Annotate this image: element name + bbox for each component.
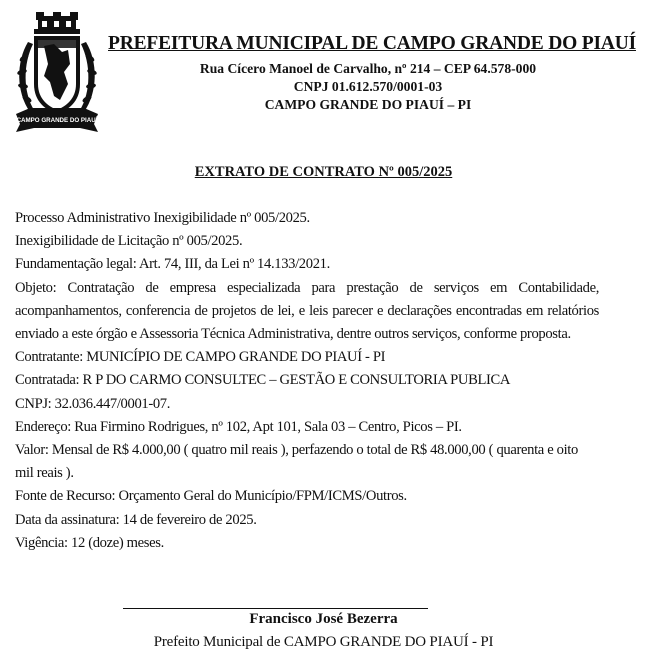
crest-ribbon-text: CAMPO GRANDE DO PIAUÍ (16, 117, 98, 124)
inexigibilidade-line: Inexigibilidade de Licitação nº 005/2025. (15, 233, 243, 250)
valor-line-1: Valor: Mensal de R$ 4.000,00 ( quatro mil reais ), perfazendo o total de R$ 48.000,00 ( quarenta e oito (15, 442, 578, 459)
document-title: EXTRATO DE CONTRATO Nº 005/2025 (194, 164, 453, 180)
fundamentacao-line: Fundamentação legal: Art. 74, III, da Lei nº 14.133/2021. (15, 256, 330, 273)
signatory-name: Francisco José Bezerra (249, 611, 398, 627)
municipal-crest-icon (14, 12, 100, 136)
org-city: CAMPO GRANDE DO PIAUÍ – PI (264, 97, 472, 112)
signature-line (123, 608, 428, 609)
document-body (15, 207, 599, 555)
signatory-role: Prefeito Municipal de CAMPO GRANDE DO PIAUÍ - PI (153, 634, 494, 650)
org-name: PREFEITURA MUNICIPAL DE CAMPO GRANDE DO PIAUÍ (108, 33, 636, 54)
valor-line-2: mil reais ). (15, 465, 74, 482)
objeto-line-2: acompanhamentos, conferencia de projetos de lei, e leis parecer e declarações encontradas em relatórios (15, 302, 599, 319)
objeto-line-1: Objeto: Contratação de empresa especializada para prestação de serviços em Contabilidade, (15, 279, 599, 296)
contratada-line: Contratada: R P DO CARMO CONSULTEC – GESTÃO E CONSULTORIA PUBLICA (15, 372, 511, 389)
org-cnpj: CNPJ 01.612.570/0001-03 (293, 79, 443, 94)
org-address: Rua Cícero Manoel de Carvalho, nº 214 – CEP 64.578-000 (199, 61, 537, 76)
objeto-line-3: enviado a este órgão e Assessoria Técnica Administrativa, dentre outros serviços, conforme proposta. (15, 326, 571, 343)
processo-line: Processo Administrativo Inexigibilidade nº 005/2025. (15, 210, 310, 226)
cnpj-line: CNPJ: 32.036.447/0001-07. (15, 395, 171, 412)
endereco-line: Endereço: Rua Firmino Rodrigues, nº 102, Apt 101, Sala 03 – Centro, Picos – PI. (15, 418, 462, 435)
contratante-line: Contratante: MUNICÍPIO DE CAMPO GRANDE DO PIAUÍ - PI (15, 349, 386, 366)
fonte-line: Fonte de Recurso: Orçamento Geral do Município/FPM/ICMS/Outros. (15, 488, 407, 505)
vigencia-line: Vigência: 12 (doze) meses. (15, 534, 164, 551)
letterhead (108, 32, 636, 114)
data-assinatura-line: Data da assinatura: 14 de fevereiro de 2025. (15, 511, 257, 528)
